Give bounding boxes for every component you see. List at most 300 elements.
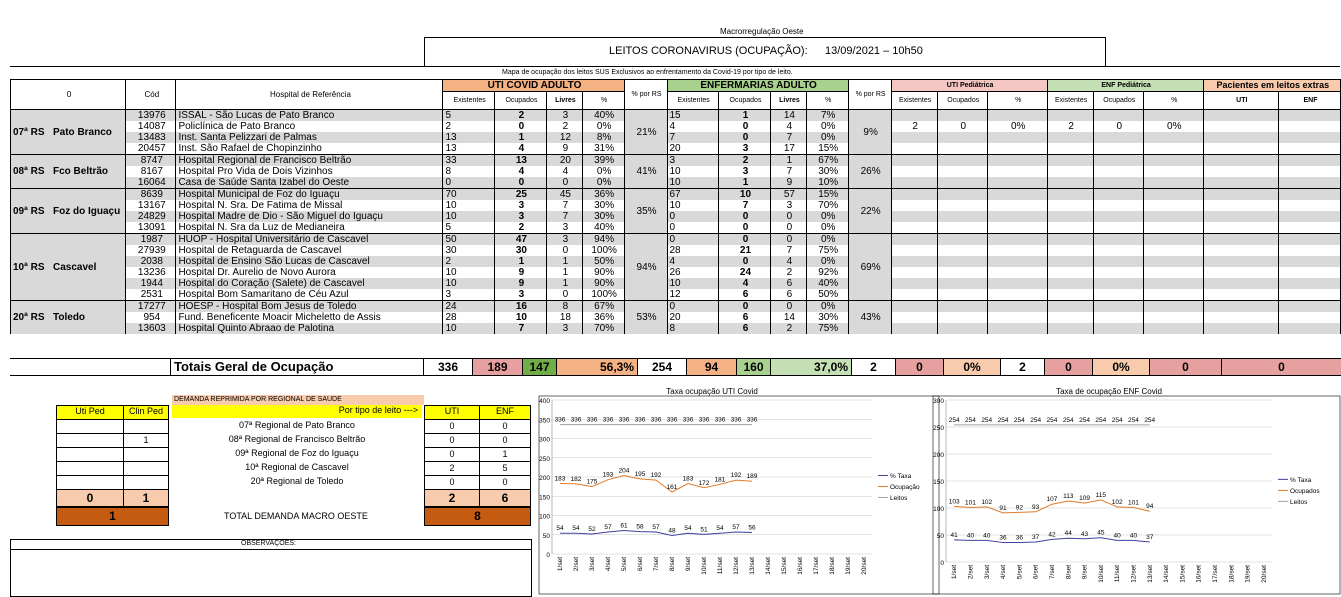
chart-x-tick: 3/set [589, 557, 596, 572]
enf-ocup-cell: 0 [718, 301, 770, 313]
utip-cell [937, 189, 987, 201]
utip-cell [937, 289, 987, 301]
uti-livres-cell: 1 [547, 278, 583, 289]
cod-cell: 13167 [126, 200, 176, 211]
uti-ocup-cell: 4 [494, 143, 546, 155]
table-row [11, 289, 1341, 301]
uti-livres-cell: 0 [547, 245, 583, 256]
demand-region-label: 07ª Regional de Pato Branco [239, 420, 355, 430]
cod-cell: 954 [126, 312, 176, 323]
chart-data-label: 254 [1095, 416, 1107, 424]
enfp-pct-header: % [1143, 92, 1203, 110]
demand-enf-cell: 1 [479, 447, 531, 462]
utip-cell [891, 177, 937, 189]
uti-livres-cell: 7 [547, 200, 583, 211]
chart-data-label: 45 [1097, 529, 1105, 537]
uti-ocup-cell: 7 [494, 323, 546, 334]
region-rs: 10ª RS [13, 261, 45, 273]
uti-pct-cell: 90% [582, 278, 624, 289]
uti-ocup-cell: 4 [494, 166, 546, 177]
hospital-cell: Fund. Beneficente Moacir Micheletto de Assis [176, 312, 443, 323]
region-city: Foz do Iguaçu [53, 205, 121, 217]
uti-exist-cell: 28 [443, 312, 494, 323]
chart-data-label: 103 [948, 498, 960, 506]
enfp-cell [1093, 278, 1143, 289]
utip-exist-header: Existentes [891, 92, 937, 110]
enf-ocup-cell: 0 [718, 222, 770, 234]
chart-x-tick: 11/set [1114, 565, 1122, 583]
enfp-cell [1047, 177, 1093, 189]
chart-x-tick: 12/set [1130, 565, 1138, 583]
uti-ocup-cell: 9 [494, 267, 546, 278]
enfp-cell [1143, 211, 1203, 222]
utip-cell [891, 143, 937, 155]
uti-covid-chart [538, 386, 940, 595]
extra-uti-cell [1203, 110, 1278, 122]
observations-label: OBSERVAÇÕES: [241, 540, 296, 547]
uti-pct-cell: 30% [582, 200, 624, 211]
uti-ocup-cell: 2 [494, 222, 546, 234]
chart-data-label: 115 [1095, 491, 1107, 499]
extra-uti-cell [1203, 166, 1278, 177]
chart-y-tick: 100 [933, 506, 944, 513]
enf-pct-cell: 15% [806, 143, 848, 155]
demand-title: DEMANDA REPRIMIDA POR REGIONAL DE SAÚDE [172, 395, 424, 405]
enfp-cell [1047, 211, 1093, 222]
table-row [11, 301, 1341, 313]
cod-cell: 8747 [126, 155, 176, 167]
enfp-cell [1047, 301, 1093, 313]
enf-livres-cell: 57 [771, 189, 807, 201]
enfp-cell [1047, 143, 1093, 155]
uti-ocup-cell: 30 [494, 245, 546, 256]
cod-cell: 17277 [126, 301, 176, 313]
uti-exist-cell: 10 [443, 278, 494, 289]
uti-pct-cell: 30% [582, 211, 624, 222]
utip-cell: 2 [891, 121, 937, 132]
hospital-cell: Hospital Regional de Francisco Beltrão [176, 155, 443, 167]
enfp-cell [1047, 200, 1093, 211]
enf-exist-cell: 0 [667, 211, 718, 222]
demand-clin-ped-cell [123, 447, 169, 462]
demand-enf-cell: 0 [479, 433, 531, 448]
chart-x-tick: 3/set [983, 565, 991, 580]
chart-data-label: 54 [684, 525, 692, 533]
chart-data-label: 195 [634, 470, 646, 478]
demand-sum-clin-ped: 1 [123, 489, 169, 507]
enfp-cell [1093, 256, 1143, 267]
cod-cell: 13236 [126, 267, 176, 278]
chart-x-tick: 18/set [1228, 565, 1236, 583]
chart-x-tick: 19/set [1244, 565, 1252, 583]
enf-exist-cell: 12 [667, 289, 718, 301]
uti-pct-header: % [582, 92, 624, 110]
chart-data-label: 94 [1146, 503, 1154, 511]
utip-cell [891, 110, 937, 122]
uti-exist-cell: 33 [443, 155, 494, 167]
utip-cell [987, 312, 1047, 323]
table-row [11, 177, 1341, 189]
region-rs: 08ª RS [13, 166, 45, 177]
cod-cell: 2531 [126, 289, 176, 301]
chart-x-tick: 1/set [557, 557, 564, 572]
utip-pct-header: % [987, 92, 1047, 110]
chart-data-label: 37 [1032, 534, 1040, 542]
chart-x-tick: 20/set [1260, 565, 1268, 583]
chart-data-label: 52 [588, 525, 596, 533]
chart-data-label: 336 [714, 416, 726, 424]
extra-enf-cell [1278, 256, 1340, 267]
enf-adulto-header: ENFERMARIAS ADULTO [667, 80, 848, 92]
extra-enf-cell [1278, 155, 1340, 167]
chart-legend-label: % Taxa [890, 472, 912, 480]
demand-region-label: 09ª Regional de Foz do Iguaçu [235, 448, 359, 458]
uti-livres-cell: 3 [547, 110, 583, 122]
demand-header-clin-ped: Clin Ped [123, 405, 169, 420]
chart-data-label: 336 [570, 416, 582, 424]
chart-data-label: 58 [636, 523, 644, 531]
enfp-cell: 0% [1143, 121, 1203, 132]
chart-x-tick: 8/set [1065, 565, 1073, 580]
region-rs: 20ª RS [13, 312, 45, 323]
page-datetime: 13/09/2021 – 10h50 [825, 45, 923, 57]
chart-data-label: 189 [746, 473, 758, 481]
chart-data-label: 113 [1063, 492, 1074, 500]
enf-exist-cell: 20 [667, 312, 718, 323]
observations-box [10, 539, 532, 597]
hospital-cell: Inst. Santa Pelizzari de Palmas [176, 132, 443, 143]
utip-cell [891, 278, 937, 289]
extra-enf-cell [1278, 200, 1340, 211]
extra-enf-cell [1278, 323, 1340, 334]
hospital-cell: Hospital N. Sra da Luz de Medianeira [176, 222, 443, 234]
chart-data-label: 43 [1080, 530, 1089, 538]
enf-livres-cell: 4 [771, 256, 807, 267]
uti-pct-rs-cell: 35% [624, 189, 667, 234]
utip-cell [937, 143, 987, 155]
uti-ocup-cell: 13 [494, 155, 546, 167]
total-enf-livres: 160 [736, 359, 770, 375]
hospital-cell: ISSAL - São Lucas de Pato Branco [176, 110, 443, 122]
table-row [11, 323, 1341, 334]
uti-livres-cell: 4 [547, 166, 583, 177]
hospital-cell: HUOP - Hospital Universitário de Cascavel [176, 234, 443, 246]
enf-exist-cell: 26 [667, 267, 718, 278]
enf-exist-cell: 8 [667, 323, 718, 334]
enfp-cell [1047, 166, 1093, 177]
uti-ocup-cell: 25 [494, 189, 546, 201]
enf-pct-cell: 15% [806, 189, 848, 201]
enf-livres-cell: 0 [771, 222, 807, 234]
enf-exist-cell: 7 [667, 132, 718, 143]
chart-data-label: 254 [948, 416, 960, 424]
table-row [11, 222, 1341, 234]
extra-uti-cell [1203, 222, 1278, 234]
enf-exist-cell: 10 [667, 177, 718, 189]
chart-data-label: 161 [666, 484, 678, 492]
enf-ocup-cell: 1 [718, 177, 770, 189]
chart-data-label: 254 [1128, 416, 1139, 424]
uti-livres-cell: 0 [547, 177, 583, 189]
uti-pct-rs-cell: 94% [624, 234, 667, 301]
demand-region-label: 08ª Regional de Francisco Beltrão [228, 434, 366, 444]
enf-pct-cell: 7% [806, 110, 848, 122]
demand-uti-cell: 0 [424, 419, 480, 434]
utip-cell [987, 245, 1047, 256]
enfp-cell [1093, 132, 1143, 143]
enfp-cell [1093, 143, 1143, 155]
chart-x-tick: 17/set [813, 557, 820, 575]
enf-pct-cell: 70% [806, 200, 848, 211]
demand-total: 8 [424, 507, 531, 526]
enfp-cell [1143, 234, 1203, 246]
chart-x-tick: 9/set [1081, 565, 1089, 580]
chart-data-label: 336 [554, 416, 566, 424]
chart-data-label: 254 [1030, 416, 1042, 424]
page-title: LEITOS CORONAVIRUS (OCUPAÇÃO): [609, 45, 808, 57]
uti-pct-cell: 100% [582, 245, 624, 256]
chart-x-tick: 8/set [669, 557, 676, 572]
enfp-cell [1143, 267, 1203, 278]
enfp-cell [1047, 234, 1093, 246]
uti-pct-cell: 31% [582, 143, 624, 155]
col-region-header: 0 [11, 80, 126, 110]
uti-exist-cell: 50 [443, 234, 494, 246]
utip-cell [987, 200, 1047, 211]
chart-x-tick: 4/set [1000, 565, 1008, 580]
demand-total-ped: 1 [56, 507, 169, 526]
table-row [11, 166, 1341, 177]
cod-cell: 14087 [126, 121, 176, 132]
extra-enf-cell [1278, 177, 1340, 189]
enfp-cell [1093, 189, 1143, 201]
uti-pct-cell: 0% [582, 177, 624, 189]
utip-cell [937, 234, 987, 246]
region-cell [11, 301, 126, 335]
uti-pct-cell: 8% [582, 132, 624, 143]
enf-ocup-cell: 6 [718, 289, 770, 301]
enf-livres-cell: 6 [771, 289, 807, 301]
extra-uti-cell [1203, 143, 1278, 155]
cod-cell: 8639 [126, 189, 176, 201]
enfp-cell [1143, 323, 1203, 334]
chart-y-tick: 150 [933, 479, 944, 486]
table-row [11, 143, 1341, 155]
total-utip-exist: 2 [851, 359, 895, 375]
hospital-cell: Inst. São Rafael de Chopinzinho [176, 143, 443, 155]
uti-covid-header: UTI COVID ADULTO [443, 80, 624, 92]
uti-exist-cell: 10 [443, 267, 494, 278]
hospital-cell: Hospital Quinto Abraao de Palotina [176, 323, 443, 334]
table-row [11, 110, 1341, 122]
extra-uti-cell [1203, 121, 1278, 132]
enf-livres-cell: 7 [771, 166, 807, 177]
chart-x-tick: 16/set [1195, 565, 1203, 583]
uti-exist-cell: 10 [443, 323, 494, 334]
chart-x-tick: 16/set [797, 557, 804, 575]
chart-x-tick: 20/set [861, 557, 868, 575]
hospital-cell: Hospital de Ensino São Lucas de Cascavel [176, 256, 443, 267]
chart-x-tick: 7/set [1048, 565, 1056, 580]
enf-exist-cell: 0 [667, 234, 718, 246]
uti-exist-cell: 3 [443, 289, 494, 301]
uti-ocup-cell: 47 [494, 234, 546, 246]
uti-exist-cell: 2 [443, 121, 494, 132]
enf-ocup-cell: 24 [718, 267, 770, 278]
uti-ocup-cell: 0 [494, 121, 546, 132]
demand-clin-ped-cell [123, 419, 169, 434]
chart-data-label: 57 [652, 524, 660, 532]
chart-data-label: 254 [1111, 416, 1123, 424]
enf-livres-cell: 14 [771, 312, 807, 323]
enf-pct-cell: 0% [806, 301, 848, 313]
enf-pct-cell: 40% [806, 278, 848, 289]
chart-y-tick: 200 [933, 452, 944, 459]
chart-x-tick: 6/set [1032, 565, 1040, 580]
enf-ocup-cell: 21 [718, 245, 770, 256]
chart-data-label: 101 [965, 499, 976, 507]
hospital-cell: Hospital Pro Vida de Dois Vizinhos [176, 166, 443, 177]
chart-data-label: 336 [682, 416, 694, 424]
chart-data-label: 40 [1113, 532, 1121, 540]
chart-x-tick: 5/set [1016, 565, 1024, 580]
chart-data-label: 336 [730, 416, 742, 424]
chart-data-label: 42 [1048, 531, 1056, 539]
cod-cell: 16064 [126, 177, 176, 189]
enf-livres-cell: 2 [771, 267, 807, 278]
enf-pct-rs-header: % por RS [848, 80, 891, 110]
enfp-cell [1143, 245, 1203, 256]
enf-livres-cell: 2 [771, 323, 807, 334]
enf-exist-cell: 4 [667, 121, 718, 132]
enf-pct-header: % [806, 92, 848, 110]
chart-data-label: 56 [748, 524, 756, 532]
region-cell [11, 110, 126, 155]
extra-enf-cell [1278, 312, 1340, 323]
enfp-cell [1093, 110, 1143, 122]
enfp-cell [1047, 110, 1093, 122]
demand-header-uti: UTI [424, 405, 480, 420]
enf-livres-cell: 9 [771, 177, 807, 189]
extra-enf-cell [1278, 234, 1340, 246]
demand-clin-ped-cell: 1 [123, 433, 169, 448]
utip-cell [987, 278, 1047, 289]
extra-uti-cell [1203, 278, 1278, 289]
uti-livres-cell: 3 [547, 234, 583, 246]
utip-cell [937, 256, 987, 267]
chart-x-tick: 6/set [637, 557, 644, 572]
subtitle-bar [10, 66, 1340, 79]
enf-exist-cell: 20 [667, 143, 718, 155]
enf-ocup-cell: 2 [718, 155, 770, 167]
chart-data-label: 41 [950, 531, 958, 539]
extra-uti-cell [1203, 177, 1278, 189]
chart-x-tick: 13/set [1146, 565, 1154, 583]
chart-data-label: 172 [698, 479, 710, 487]
utip-cell [891, 323, 937, 334]
chart-x-tick: 15/set [1179, 565, 1187, 583]
total-enfp-exist: 2 [1000, 359, 1044, 375]
chart-data-label: 109 [1079, 495, 1090, 503]
enf-pct-rs-cell: 43% [848, 301, 891, 335]
extra-enf-cell [1278, 132, 1340, 143]
hospital-cell: Casa de Saúde Santa Izabel do Oeste [176, 177, 443, 189]
enfp-exist-header: Existentes [1047, 92, 1093, 110]
demand-region-label: 10ª Regional de Cascavel [245, 462, 349, 472]
enf-pct-cell: 30% [806, 312, 848, 323]
chart-x-tick: 2/set [967, 565, 975, 580]
chart-x-tick: 14/set [1163, 565, 1171, 583]
region-cell [11, 234, 126, 301]
uti-pct-cell: 0% [582, 166, 624, 177]
table-row [11, 211, 1341, 222]
chart-x-tick: 7/set [653, 557, 660, 572]
uti-livres-cell: 45 [547, 189, 583, 201]
extra-uti-cell [1203, 189, 1278, 201]
hospital-cell: Hospital Madre de Dio - São Miguel do Iguaçu [176, 211, 443, 222]
uti-livres-cell: 1 [547, 267, 583, 278]
extra-uti-cell [1203, 245, 1278, 256]
enfp-cell [1047, 132, 1093, 143]
demand-header-enf: ENF [479, 405, 531, 420]
uti-livres-cell: 0 [547, 289, 583, 301]
utip-cell [937, 245, 987, 256]
extra-enf-cell [1278, 110, 1340, 122]
chart-data-label: 254 [965, 416, 976, 424]
enf-livres-cell: 3 [771, 200, 807, 211]
cod-cell: 1944 [126, 278, 176, 289]
table-row [11, 155, 1341, 167]
enf-exist-cell: 4 [667, 256, 718, 267]
utip-cell [891, 234, 937, 246]
col-hospital-header: Hospital de Referência [176, 80, 443, 110]
extra-enf-cell [1278, 301, 1340, 313]
utip-cell [987, 222, 1047, 234]
uti-livres-cell: 20 [547, 155, 583, 167]
uti-pct-cell: 36% [582, 189, 624, 201]
enf-ocup-cell: 10 [718, 189, 770, 201]
utip-cell [891, 132, 937, 143]
utip-cell [891, 289, 937, 301]
enfp-ocup-header: Ocupados [1093, 92, 1143, 110]
chart-data-label: 193 [602, 471, 614, 479]
enf-exist-cell: 10 [667, 166, 718, 177]
uti-livres-cell: 2 [547, 121, 583, 132]
chart-data-label: 102 [1111, 498, 1123, 506]
demand-enf-cell: 0 [479, 475, 531, 490]
chart-legend-label: Ocupação [890, 483, 920, 491]
enf-livres-cell: 0 [771, 234, 807, 246]
cod-cell: 13976 [126, 110, 176, 122]
enf-pct-rs-cell: 26% [848, 155, 891, 189]
chart-x-tick: 12/set [733, 557, 740, 575]
chart-x-tick: 4/set [605, 557, 612, 572]
demand-enf-cell: 0 [479, 419, 531, 434]
demand-section [10, 395, 530, 535]
enfp-cell [1093, 245, 1143, 256]
hospital-cell: Hospital Dr. Aurelio de Novo Aurora [176, 267, 443, 278]
enfp-cell [1143, 256, 1203, 267]
enf-ocup-cell: 0 [718, 256, 770, 267]
uti-ped-header: UTI Pediátrica [891, 80, 1047, 92]
enf-ocup-cell: 4 [718, 278, 770, 289]
enf-exist-cell: 28 [667, 245, 718, 256]
region-city: Pato Branco [53, 126, 112, 138]
uti-ocup-cell: 1 [494, 256, 546, 267]
enfp-cell [1093, 289, 1143, 301]
total-uti-livres: 147 [522, 359, 556, 375]
uti-exist-cell: 5 [443, 222, 494, 234]
